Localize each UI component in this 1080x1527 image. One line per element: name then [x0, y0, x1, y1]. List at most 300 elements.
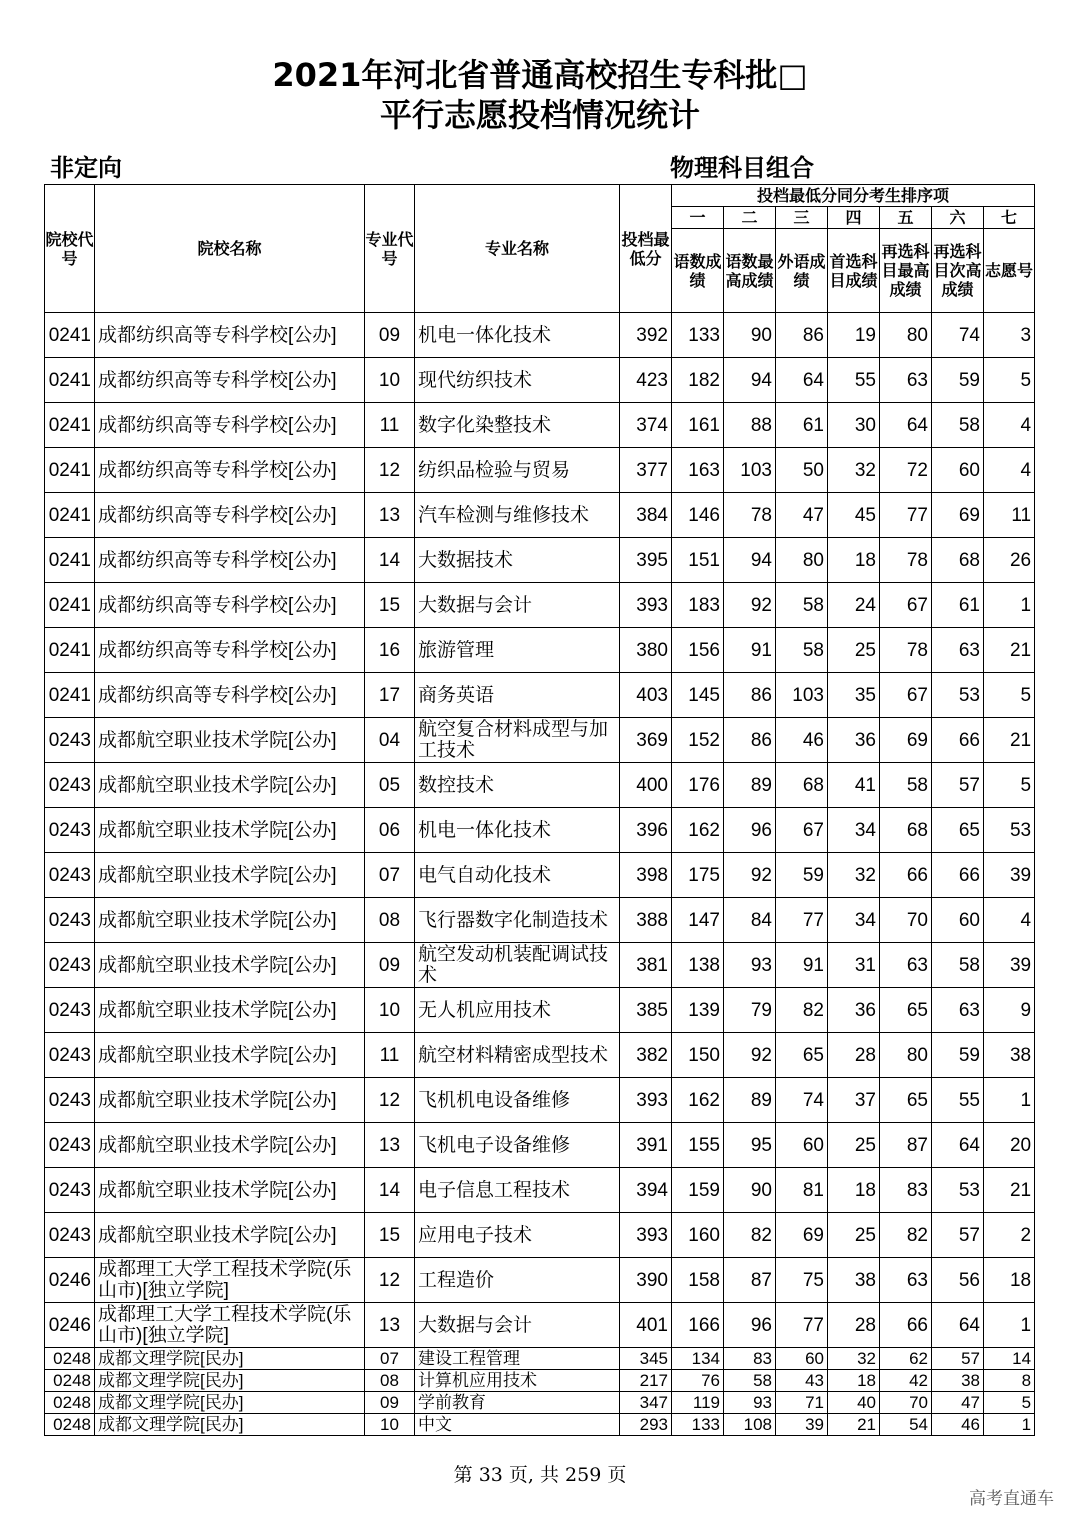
score-cell: 69	[880, 718, 932, 763]
score-cell: 65	[880, 988, 932, 1033]
major-code-cell: 12	[365, 1078, 415, 1123]
major-name-cell: 建设工程管理	[415, 1348, 620, 1370]
min-score-cell: 403	[620, 673, 672, 718]
table-row	[45, 1213, 1035, 1258]
score-cell: 32	[828, 448, 880, 493]
choice-number-cell: 11	[984, 493, 1035, 538]
header-rank-number: 二	[724, 207, 776, 229]
header-major-code: 专业代号	[365, 185, 415, 313]
score-cell: 45	[828, 493, 880, 538]
score-cell: 57	[932, 763, 984, 808]
school-name-cell: 成都航空职业技术学院[公办]	[95, 763, 365, 808]
score-cell: 64	[932, 1303, 984, 1348]
major-code-cell: 16	[365, 628, 415, 673]
table-row	[45, 1123, 1035, 1168]
score-cell: 38	[828, 1258, 880, 1303]
major-code-cell: 10	[365, 358, 415, 403]
score-cell: 89	[724, 1078, 776, 1123]
major-code-cell: 06	[365, 808, 415, 853]
school-code-cell: 0241	[45, 448, 95, 493]
choice-number-cell: 4	[984, 403, 1035, 448]
table-row	[45, 1033, 1035, 1078]
major-code-cell: 04	[365, 718, 415, 763]
major-name-cell: 电气自动化技术	[415, 853, 620, 898]
score-cell: 93	[724, 1392, 776, 1414]
min-score-cell: 384	[620, 493, 672, 538]
choice-number-cell: 38	[984, 1033, 1035, 1078]
min-score-cell: 423	[620, 358, 672, 403]
score-cell: 30	[828, 403, 880, 448]
min-score-cell: 374	[620, 403, 672, 448]
min-score-cell: 395	[620, 538, 672, 583]
score-cell: 18	[828, 538, 880, 583]
major-name-cell: 学前教育	[415, 1392, 620, 1414]
school-name-cell: 成都理工大学工程技术学院(乐山市)[独立学院]	[95, 1258, 365, 1303]
table-row	[45, 1078, 1035, 1123]
score-cell: 72	[880, 448, 932, 493]
score-cell: 41	[828, 763, 880, 808]
score-cell: 92	[724, 853, 776, 898]
header-rank-item: 再选科目最高成绩	[880, 229, 932, 313]
major-code-cell: 14	[365, 1168, 415, 1213]
min-score-cell: 393	[620, 1213, 672, 1258]
school-name-cell: 成都航空职业技术学院[公办]	[95, 718, 365, 763]
major-code-cell: 07	[365, 1348, 415, 1370]
major-code-cell: 07	[365, 853, 415, 898]
major-name-cell: 机电一体化技术	[415, 313, 620, 358]
table-row	[45, 403, 1035, 448]
table-row	[45, 1414, 1035, 1436]
score-cell: 67	[776, 808, 828, 853]
score-cell: 88	[724, 403, 776, 448]
header-school-code: 院校代号	[45, 185, 95, 313]
score-cell: 76	[672, 1370, 724, 1392]
school-name-cell: 成都航空职业技术学院[公办]	[95, 943, 365, 988]
table-row	[45, 313, 1035, 358]
header-rank-number: 六	[932, 207, 984, 229]
school-code-cell: 0243	[45, 1123, 95, 1168]
score-cell: 133	[672, 313, 724, 358]
table-row	[45, 1303, 1035, 1348]
score-cell: 66	[880, 853, 932, 898]
score-cell: 64	[776, 358, 828, 403]
school-code-cell: 0243	[45, 1213, 95, 1258]
school-code-cell: 0243	[45, 1033, 95, 1078]
school-name-cell: 成都纺织高等专科学校[公办]	[95, 313, 365, 358]
score-cell: 38	[932, 1370, 984, 1392]
score-cell: 160	[672, 1213, 724, 1258]
score-cell: 66	[880, 1303, 932, 1348]
table-row	[45, 763, 1035, 808]
header-rank-item: 首选科目成绩	[828, 229, 880, 313]
score-cell: 56	[932, 1258, 984, 1303]
score-cell: 147	[672, 898, 724, 943]
score-cell: 94	[724, 538, 776, 583]
score-cell: 61	[776, 403, 828, 448]
score-cell: 35	[828, 673, 880, 718]
choice-number-cell: 53	[984, 808, 1035, 853]
min-score-cell: 381	[620, 943, 672, 988]
school-code-cell: 0246	[45, 1303, 95, 1348]
min-score-cell: 392	[620, 313, 672, 358]
category-label: 非定向	[50, 154, 122, 182]
table-row	[45, 538, 1035, 583]
score-cell: 103	[724, 448, 776, 493]
table-row	[45, 1392, 1035, 1414]
score-cell: 65	[932, 808, 984, 853]
choice-number-cell: 1	[984, 1303, 1035, 1348]
score-cell: 163	[672, 448, 724, 493]
score-cell: 78	[724, 493, 776, 538]
score-cell: 25	[828, 628, 880, 673]
table-row	[45, 943, 1035, 988]
score-cell: 91	[724, 628, 776, 673]
min-score-cell: 217	[620, 1370, 672, 1392]
score-cell: 25	[828, 1123, 880, 1168]
score-cell: 82	[880, 1213, 932, 1258]
score-cell: 34	[828, 898, 880, 943]
major-name-cell: 现代纺织技术	[415, 358, 620, 403]
score-cell: 21	[828, 1414, 880, 1436]
score-cell: 36	[828, 988, 880, 1033]
score-cell: 57	[932, 1348, 984, 1370]
major-code-cell: 09	[365, 1392, 415, 1414]
header-rank-number: 四	[828, 207, 880, 229]
header-major-name: 专业名称	[415, 185, 620, 313]
school-name-cell: 成都纺织高等专科学校[公办]	[95, 583, 365, 628]
score-cell: 58	[880, 763, 932, 808]
header-rank-number: 三	[776, 207, 828, 229]
major-code-cell: 13	[365, 1123, 415, 1168]
major-code-cell: 17	[365, 673, 415, 718]
table-row	[45, 988, 1035, 1033]
score-cell: 161	[672, 403, 724, 448]
score-cell: 46	[932, 1414, 984, 1436]
major-name-cell: 大数据与会计	[415, 583, 620, 628]
score-cell: 182	[672, 358, 724, 403]
major-name-cell: 机电一体化技术	[415, 808, 620, 853]
major-name-cell: 航空复合材料成型与加工技术	[415, 718, 620, 763]
school-code-cell: 0243	[45, 853, 95, 898]
score-cell: 87	[724, 1258, 776, 1303]
score-cell: 63	[932, 988, 984, 1033]
min-score-cell: 380	[620, 628, 672, 673]
school-name-cell: 成都航空职业技术学院[公办]	[95, 808, 365, 853]
score-cell: 108	[724, 1414, 776, 1436]
major-code-cell: 08	[365, 1370, 415, 1392]
school-name-cell: 成都航空职业技术学院[公办]	[95, 988, 365, 1033]
school-code-cell: 0248	[45, 1392, 95, 1414]
score-cell: 83	[880, 1168, 932, 1213]
score-cell: 162	[672, 1078, 724, 1123]
score-cell: 65	[880, 1078, 932, 1123]
score-cell: 84	[724, 898, 776, 943]
score-cell: 150	[672, 1033, 724, 1078]
major-code-cell: 13	[365, 493, 415, 538]
choice-number-cell: 5	[984, 1392, 1035, 1414]
header-rank-item: 志愿号	[984, 229, 1035, 313]
header-rank-item: 再选科目次高成绩	[932, 229, 984, 313]
table-row	[45, 808, 1035, 853]
score-cell: 86	[776, 313, 828, 358]
score-cell: 74	[932, 313, 984, 358]
min-score-cell: 394	[620, 1168, 672, 1213]
min-score-cell: 393	[620, 583, 672, 628]
score-cell: 39	[776, 1414, 828, 1436]
score-cell: 139	[672, 988, 724, 1033]
score-cell: 43	[776, 1370, 828, 1392]
table-row	[45, 583, 1035, 628]
score-cell: 36	[828, 718, 880, 763]
table-row	[45, 1168, 1035, 1213]
choice-number-cell: 4	[984, 448, 1035, 493]
major-code-cell: 14	[365, 538, 415, 583]
major-name-cell: 应用电子技术	[415, 1213, 620, 1258]
table-row	[45, 628, 1035, 673]
score-cell: 151	[672, 538, 724, 583]
score-cell: 159	[672, 1168, 724, 1213]
school-name-cell: 成都纺织高等专科学校[公办]	[95, 358, 365, 403]
score-cell: 55	[932, 1078, 984, 1123]
major-name-cell: 电子信息工程技术	[415, 1168, 620, 1213]
table-row	[45, 718, 1035, 763]
score-cell: 94	[724, 358, 776, 403]
min-score-cell: 385	[620, 988, 672, 1033]
page-title-line2: 平行志愿投档情况统计	[379, 96, 700, 134]
score-cell: 60	[932, 448, 984, 493]
choice-number-cell: 21	[984, 628, 1035, 673]
choice-number-cell: 8	[984, 1370, 1035, 1392]
min-score-cell: 377	[620, 448, 672, 493]
score-cell: 103	[776, 673, 828, 718]
page-footer: 第 33 页, 共 259 页	[453, 1464, 627, 1486]
school-code-cell: 0241	[45, 313, 95, 358]
school-code-cell: 0241	[45, 538, 95, 583]
score-cell: 69	[776, 1213, 828, 1258]
choice-number-cell: 3	[984, 313, 1035, 358]
score-cell: 80	[880, 313, 932, 358]
score-cell: 58	[932, 403, 984, 448]
score-cell: 67	[880, 673, 932, 718]
score-cell: 58	[724, 1370, 776, 1392]
score-cell: 65	[776, 1033, 828, 1078]
score-cell: 89	[724, 763, 776, 808]
major-name-cell: 飞行器数字化制造技术	[415, 898, 620, 943]
subject-group-label: 物理科目组合	[670, 154, 814, 182]
school-code-cell: 0241	[45, 403, 95, 448]
score-cell: 92	[724, 1033, 776, 1078]
score-cell: 152	[672, 718, 724, 763]
choice-number-cell: 1	[984, 1078, 1035, 1123]
admission-table	[44, 184, 1035, 1436]
school-name-cell: 成都纺织高等专科学校[公办]	[95, 628, 365, 673]
school-code-cell: 0243	[45, 988, 95, 1033]
score-cell: 77	[880, 493, 932, 538]
school-name-cell: 成都航空职业技术学院[公办]	[95, 898, 365, 943]
score-cell: 86	[724, 718, 776, 763]
major-code-cell: 11	[365, 1033, 415, 1078]
major-name-cell: 工程造价	[415, 1258, 620, 1303]
score-cell: 34	[828, 808, 880, 853]
score-cell: 53	[932, 673, 984, 718]
score-cell: 32	[828, 1348, 880, 1370]
score-cell: 83	[724, 1348, 776, 1370]
page-title-line1: 2021年河北省普通高校招生专科批□	[272, 56, 808, 94]
school-name-cell: 成都航空职业技术学院[公办]	[95, 1168, 365, 1213]
major-name-cell: 航空发动机装配调试技术	[415, 943, 620, 988]
score-cell: 96	[724, 808, 776, 853]
score-cell: 63	[880, 943, 932, 988]
major-code-cell: 12	[365, 1258, 415, 1303]
school-code-cell: 0243	[45, 1168, 95, 1213]
table-row	[45, 673, 1035, 718]
score-cell: 67	[880, 583, 932, 628]
score-cell: 32	[828, 853, 880, 898]
score-cell: 133	[672, 1414, 724, 1436]
score-cell: 47	[776, 493, 828, 538]
score-cell: 90	[724, 313, 776, 358]
score-cell: 90	[724, 1168, 776, 1213]
table-row	[45, 898, 1035, 943]
table-row	[45, 358, 1035, 403]
major-name-cell: 纺织品检验与贸易	[415, 448, 620, 493]
score-cell: 95	[724, 1123, 776, 1168]
score-cell: 158	[672, 1258, 724, 1303]
school-name-cell: 成都文理学院[民办]	[95, 1370, 365, 1392]
header-rank-item: 语数成绩	[672, 229, 724, 313]
score-cell: 134	[672, 1348, 724, 1370]
score-cell: 63	[880, 1258, 932, 1303]
major-name-cell: 大数据与会计	[415, 1303, 620, 1348]
table-row	[45, 448, 1035, 493]
score-cell: 68	[880, 808, 932, 853]
major-code-cell: 05	[365, 763, 415, 808]
school-code-cell: 0241	[45, 673, 95, 718]
score-cell: 58	[932, 943, 984, 988]
choice-number-cell: 21	[984, 1168, 1035, 1213]
score-cell: 59	[932, 1033, 984, 1078]
score-cell: 93	[724, 943, 776, 988]
min-score-cell: 388	[620, 898, 672, 943]
table-row	[45, 1258, 1035, 1303]
school-name-cell: 成都文理学院[民办]	[95, 1392, 365, 1414]
min-score-cell: 293	[620, 1414, 672, 1436]
major-name-cell: 飞机电子设备维修	[415, 1123, 620, 1168]
school-name-cell: 成都航空职业技术学院[公办]	[95, 1213, 365, 1258]
min-score-cell: 398	[620, 853, 672, 898]
major-name-cell: 商务英语	[415, 673, 620, 718]
score-cell: 66	[932, 853, 984, 898]
score-cell: 69	[932, 493, 984, 538]
school-code-cell: 0241	[45, 358, 95, 403]
score-cell: 60	[776, 1348, 828, 1370]
watermark: 高考直通车	[969, 1489, 1054, 1509]
score-cell: 57	[932, 1213, 984, 1258]
score-cell: 28	[828, 1033, 880, 1078]
score-cell: 60	[776, 1123, 828, 1168]
score-cell: 63	[932, 628, 984, 673]
score-cell: 19	[828, 313, 880, 358]
major-code-cell: 12	[365, 448, 415, 493]
choice-number-cell: 1	[984, 583, 1035, 628]
header-school-name: 院校名称	[95, 185, 365, 313]
major-name-cell: 大数据技术	[415, 538, 620, 583]
min-score-cell: 369	[620, 718, 672, 763]
score-cell: 62	[880, 1348, 932, 1370]
score-cell: 58	[776, 583, 828, 628]
score-cell: 40	[828, 1392, 880, 1414]
score-cell: 68	[932, 538, 984, 583]
score-cell: 70	[880, 1392, 932, 1414]
score-cell: 119	[672, 1392, 724, 1414]
header-rank-number: 五	[880, 207, 932, 229]
score-cell: 75	[776, 1258, 828, 1303]
score-cell: 80	[880, 1033, 932, 1078]
score-cell: 31	[828, 943, 880, 988]
major-code-cell: 15	[365, 583, 415, 628]
school-code-cell: 0243	[45, 718, 95, 763]
score-cell: 24	[828, 583, 880, 628]
score-cell: 91	[776, 943, 828, 988]
school-code-cell: 0248	[45, 1370, 95, 1392]
table-row	[45, 493, 1035, 538]
min-score-cell: 390	[620, 1258, 672, 1303]
min-score-cell: 345	[620, 1348, 672, 1370]
score-cell: 82	[724, 1213, 776, 1258]
score-cell: 18	[828, 1168, 880, 1213]
table-row	[45, 1348, 1035, 1370]
school-name-cell: 成都航空职业技术学院[公办]	[95, 1123, 365, 1168]
school-code-cell: 0243	[45, 1078, 95, 1123]
score-cell: 96	[724, 1303, 776, 1348]
score-cell: 87	[880, 1123, 932, 1168]
table-row	[45, 853, 1035, 898]
choice-number-cell: 26	[984, 538, 1035, 583]
score-cell: 77	[776, 898, 828, 943]
header-rank-item: 语数最高成绩	[724, 229, 776, 313]
major-code-cell: 15	[365, 1213, 415, 1258]
major-name-cell: 中文	[415, 1414, 620, 1436]
school-code-cell: 0248	[45, 1414, 95, 1436]
min-score-cell: 382	[620, 1033, 672, 1078]
choice-number-cell: 2	[984, 1213, 1035, 1258]
score-cell: 66	[932, 718, 984, 763]
score-cell: 78	[880, 628, 932, 673]
min-score-cell: 347	[620, 1392, 672, 1414]
score-cell: 77	[776, 1303, 828, 1348]
major-code-cell: 09	[365, 313, 415, 358]
school-code-cell: 0243	[45, 808, 95, 853]
score-cell: 92	[724, 583, 776, 628]
school-name-cell: 成都纺织高等专科学校[公办]	[95, 403, 365, 448]
score-cell: 155	[672, 1123, 724, 1168]
score-cell: 82	[776, 988, 828, 1033]
score-cell: 63	[880, 358, 932, 403]
school-name-cell: 成都纺织高等专科学校[公办]	[95, 673, 365, 718]
choice-number-cell: 20	[984, 1123, 1035, 1168]
major-code-cell: 09	[365, 943, 415, 988]
major-name-cell: 计算机应用技术	[415, 1370, 620, 1392]
score-cell: 68	[776, 763, 828, 808]
score-cell: 53	[932, 1168, 984, 1213]
major-code-cell: 10	[365, 988, 415, 1033]
score-cell: 79	[724, 988, 776, 1033]
score-cell: 86	[724, 673, 776, 718]
choice-number-cell: 9	[984, 988, 1035, 1033]
min-score-cell: 400	[620, 763, 672, 808]
choice-number-cell: 5	[984, 358, 1035, 403]
choice-number-cell: 4	[984, 898, 1035, 943]
